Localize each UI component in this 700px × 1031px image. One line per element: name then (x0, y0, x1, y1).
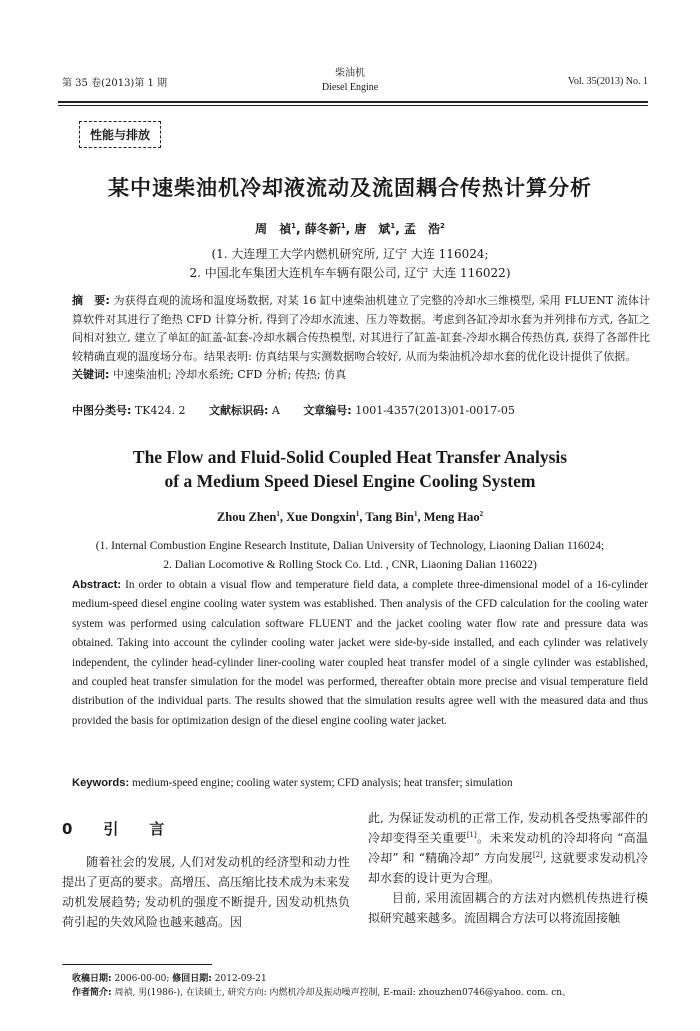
body-column-right (368, 808, 648, 928)
citation-ref[interactable]: [2] (532, 851, 543, 859)
author-sup: 1 (390, 222, 396, 230)
header-rule-thin (58, 105, 648, 106)
abstract-en-text: In order to obtain a visual flow and temperature field data, a complete three-dimensional model of a 16-cylinder medium-speed diesel engine cooling water system was established. Then analysis of the CFD calculation for the cooling water system was performed using calculation software FLUENT and the jacket cooling water flow rate and pressure data was obtained. Taking into account the cylinder cooling water jacket were side-by-side installed, and each cylinder was relatively independent, the cylinder head-cylinder liner-cooling water coupled heat transfer model of a single cylinder was established, and coupled heat transfer simulation for the model was performed, thereafter obtain more precise and visual temperature field distribution of the individual parts. The results showed that the simulation results agree well with the measured data and thus provided the basis for optimization design of the diesel engine cooling water jacket. (72, 579, 649, 727)
author-sup: 1 (291, 222, 296, 230)
author-sup: 1 (340, 222, 346, 230)
author-cn: 周 禎 (255, 222, 292, 236)
footnote-rule (62, 964, 212, 965)
author-sup: 2 (479, 509, 484, 518)
affiliation-en-1: (1. Internal Combustion Engine Research Institute, Dalian University of Technology, Liaoning Dalian 116024; (95, 540, 605, 552)
body-paragraph (368, 808, 648, 888)
keywords-en-text: medium-speed engine; cooling water system; CFD analysis; heat transfer; simulation (132, 777, 513, 789)
abstract-cn-label: 摘 要: (72, 294, 110, 307)
clc-label: 中图分类号: (72, 404, 132, 417)
article-id-label: 文章编号: (303, 404, 352, 417)
citation-ref[interactable]: [1] (466, 831, 477, 839)
body-text: 此, 为保证发动机的正常工作, 发动机各受热零部件的冷却变得至关重要 (368, 811, 648, 845)
section-tag: 性能与排放 (79, 121, 161, 148)
affiliations-cn (0, 245, 700, 283)
keywords-en-label: Keywords: (72, 777, 130, 789)
revised-date: 2012-09-21 (214, 974, 267, 984)
section-heading-intro: 0 引 言 (62, 820, 173, 838)
revised-label: 修回日期: (172, 974, 212, 984)
keywords-en (72, 777, 648, 789)
received-date: 2006-00-00; (114, 974, 170, 984)
body-text: , 这就要求发动机冷却水套的设计更为合理。 (368, 851, 648, 885)
affiliations-en (0, 537, 700, 575)
abstract-en-label: Abstract: (72, 579, 122, 591)
paper-title-cn: 某中速柴油机冷却液流动及流固耦合传热计算分析 (108, 176, 592, 200)
abstract-en (72, 576, 648, 731)
abstract-cn (72, 292, 650, 385)
author-sup: 1 (276, 509, 280, 518)
journal-name-cn: 柴油机 (335, 68, 365, 79)
body-column-left (62, 852, 350, 932)
affiliation-cn-2: 2. 中国北车集团大连机车车辆有限公司, 辽宁 大连 116022) (189, 266, 511, 280)
body-paragraph: 目前, 采用流固耦合的方法对内燃机传热进行模拟研究越来越多。流固耦合方法可以将流固接触 (368, 891, 648, 925)
authors-cn: 周 禎$^1$, 薛冬新$^1$, 唐 斌$^1$, 孟 浩$^2$ (255, 222, 445, 236)
doc-code-value: A (271, 404, 280, 417)
journal-name-en: Diesel Engine (321, 82, 379, 93)
author-sup: 2 (440, 222, 445, 230)
author-bio-label: 作者简介: (72, 988, 112, 998)
body-paragraph: 随着社会的发展, 人们对发动机的经济型和动力性提出了更高的要求。高增压、高压缩比技术成为未来发动机发展趋势; 发动机的强度不断提升, 因发动机热负荷引起的失效风险也越来越高。因 (62, 855, 351, 929)
authors-en: Zhou Zhen$^1$, Xue Dongxin$^1$, Tang Bin$^1$, Meng Hao$^2$ (216, 509, 484, 524)
doc-code-label: 文献标识码: (208, 404, 269, 417)
article-id-value: 1001-4357(2013)01-0017-05 (355, 404, 515, 417)
received-label: 收稿日期: (72, 974, 112, 984)
footnote (72, 972, 571, 1000)
header-rule-thick (58, 101, 648, 103)
classification-line (72, 402, 515, 418)
author-cn: 薛冬新 (304, 222, 341, 236)
author-en: Xue Dongxin (286, 510, 356, 524)
author-en: Meng Hao (423, 510, 480, 524)
journal-volume: Vol. 35(2013) No. 1 (567, 76, 648, 87)
author-cn: 孟 浩 (404, 222, 441, 236)
keywords-cn-label: 关键词: (72, 368, 110, 381)
abstract-cn-text: 为获得直观的流场和温度场数据, 对某 16 缸中速柴油机建立了完整的冷却水三维模型, 采用 FLUENT 流体计算软件对其进行了绝热 CFD 计算分析, 得到了冷却水流速、压力等数据。考虑到各缸冷却水套为并列排布方式, 各缸之间相对独立, 建立了单缸的缸盖-缸套-冷却水耦合传热模型, 对其进行了缸盖-缸套-冷却水耦合传热仿真, 获得了各部件比较精确直观的温度场分布。结果表明: 仿真结果与实测数据吻合较好, 从而为柴油机冷却水套的优化设计提供了依据。 (72, 294, 651, 363)
author-bio: 周禎, 男(1986-), 在读硕士, 研究方向: 内燃机冷却及振动噪声控制, E-mail: zhouzhen0746@yahoo. com. cn。 (114, 988, 572, 998)
author-en: Zhou Zhen (216, 510, 277, 524)
body-text: 。未来发动机的冷却将向 “高温冷却” 和 “精确冷却” 方向发展 (368, 831, 648, 865)
affiliation-cn-1: (1. 大连理工大学内燃机研究所, 辽宁 大连 116024; (211, 247, 489, 261)
author-cn: 唐 斌 (354, 222, 391, 236)
affiliation-en-2: 2. Dalian Locomotive & Rolling Stock Co. Ltd. , CNR, Liaoning Dalian 116022) (163, 559, 537, 571)
paper-title-en (0, 445, 700, 493)
journal-issue: 第 35 卷(2013)第 1 期 (62, 78, 168, 89)
paper-title-en-line1: The Flow and Fluid-Solid Coupled Heat Transfer Analysis (132, 447, 568, 467)
author-en: Tang Bin (365, 510, 414, 524)
author-sup: 1 (413, 509, 418, 518)
paper-title-en-line2: of a Medium Speed Diesel Engine Cooling System (164, 471, 536, 491)
author-sup: 1 (355, 509, 360, 518)
keywords-cn-text: 中速柴油机; 冷却水系统; CFD 分析; 传热; 仿真 (112, 368, 347, 381)
clc-value: TK424. 2 (134, 404, 186, 417)
